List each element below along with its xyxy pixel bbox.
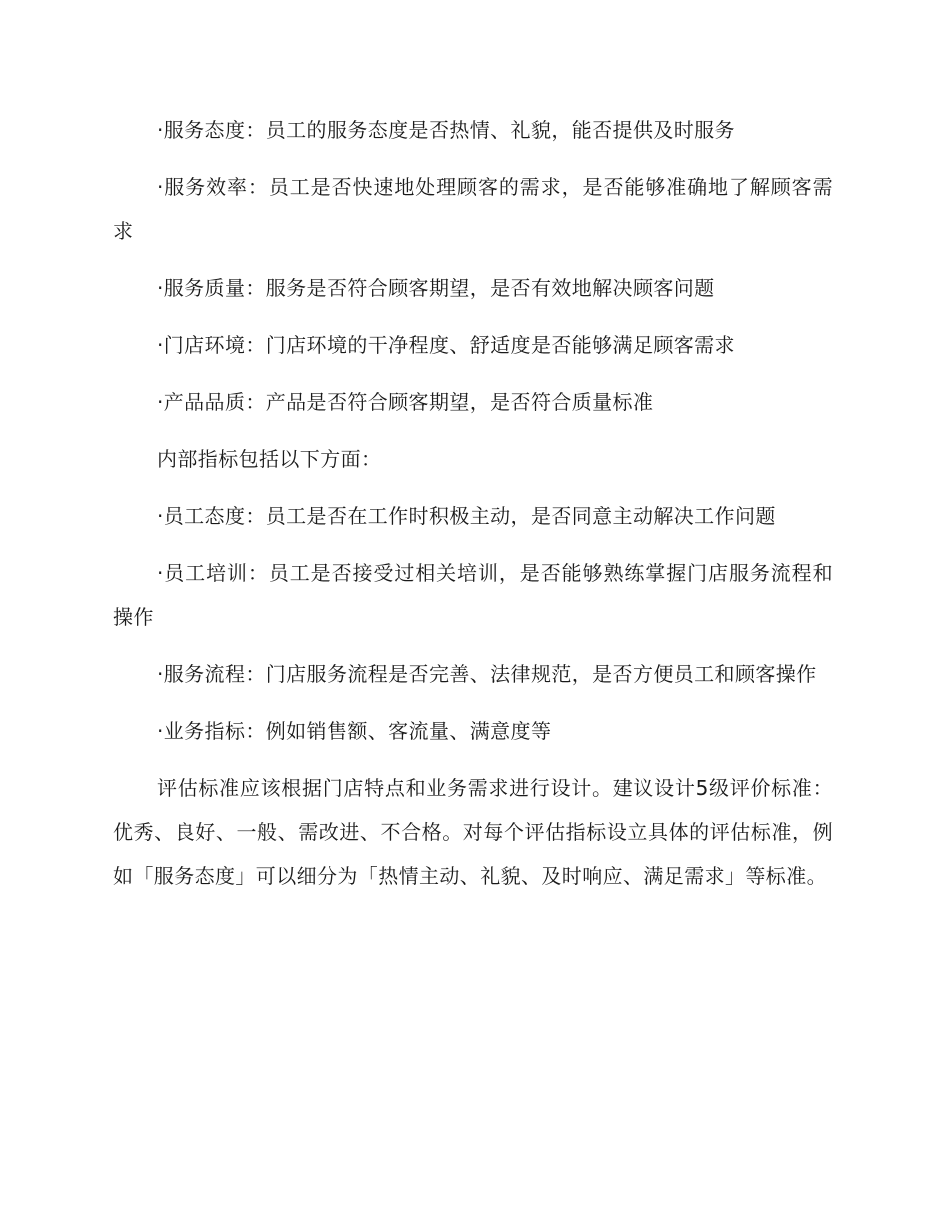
bullet-service-process: ·服务流程：门店服务流程是否完善、法律规范，是否方便员工和顾客操作 — [157, 662, 817, 686]
bullet-service-attitude: ·服务态度：员工的服务态度是否热情、礼貌，能否提供及时服务 — [157, 118, 735, 142]
bullet-store-environment: ·门店环境：门店环境的干净程度、舒适度是否能够满足顾客需求 — [157, 333, 735, 357]
bullet-staff-training: ·员工培训：员工是否接受过相关培训，是否能够熟练掌握门店服务流程和操作 — [113, 561, 833, 629]
bullet-service-efficiency: ·服务效率：员工是否快速地处理顾客的需求，是否能够准确地了解顾客需求 — [113, 175, 833, 243]
internal-metrics-intro: 内部指标包括以下方面： — [157, 447, 382, 471]
bullet-staff-attitude: ·员工态度：员工是否在工作时积极主动，是否同意主动解决工作问题 — [157, 504, 776, 528]
bullet-business-metrics: ·业务指标：例如销售额、客流量、满意度等 — [157, 719, 552, 743]
bullet-service-quality: ·服务质量：服务是否符合顾客期望，是否有效地解决顾客问题 — [157, 276, 715, 300]
bullet-product-quality: ·产品品质：产品是否符合顾客期望，是否符合质量标准 — [157, 390, 654, 414]
evaluation-standard-paragraph: 评估标准应该根据门店特点和业务需求进行设计。建议设计5级评价标准：优秀、良好、一般、需改进、不合格。对每个评估指标设立具体的评估标准，例如「服务态度」可以细分为「热情主动、礼貌、及时响应、满足需求」等标准。 — [113, 776, 833, 888]
document-page — [113, 108, 833, 898]
